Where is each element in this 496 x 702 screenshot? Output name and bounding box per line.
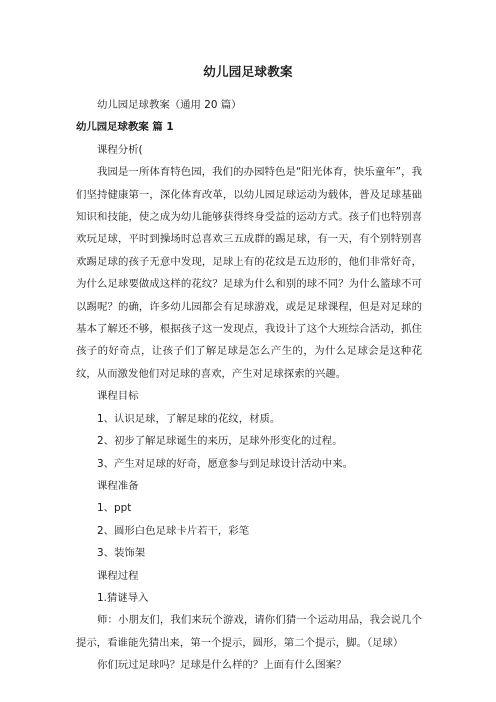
lesson-analysis-paragraph: 我园是一所体育特色园，我们的办园特色是“阳光体育，快乐童年”，我们坚持健康第一，深化体育改革，以幼儿园足球运动为载体，普及足球基础知识和技能，使之成为幼儿能够获得终身受益的运动方式。孩子们也特别喜欢玩足球，平时到操场时总喜欢三五成群的踢足球，有一天，有个别特别喜欢踢足球的孩子无意中发现，足球上有的花纹是五边形的，他们非常好奇，为什么足球要做成这样的花纹？足球为什么和别的球不同？为什么篮球不可以踢呢？的确，许多幼儿园都会有足球游戏，或是足球课程，但是对足球的基本了解还不够，根据孩子这一发现点，我设计了这个大班综合活动，抓住孩子的好奇点，让孩子们了解足球是怎么产生的，为什么足球会是这种花纹，从而激发他们对足球的喜欢，产生对足球探索的兴趣。 — [76, 166, 422, 380]
prep-item: 2、圆形白色足球卡片若干，彩笔 — [97, 524, 250, 537]
process-label: 课程过程 — [97, 569, 139, 582]
prep-label: 课程准备 — [97, 479, 139, 492]
lesson-analysis-label: 课程分析( — [97, 143, 143, 156]
goal-item: 2、初步了解足球诞生的来历，足球外形变化的过程。 — [97, 435, 343, 448]
document-title: 幼儿园足球教案 — [203, 64, 293, 79]
teacher-paragraph: 师：小朋友们，我们来玩个游戏，请你们猜一个运动用品，我会说几个提示，看谁能先猜出来，第一个提示，圆形，第二个提示，脚。（足球） — [76, 614, 422, 649]
section-heading: 幼儿园足球教案 篇 1 — [76, 121, 174, 134]
goal-item: 1、认识足球，了解足球的花纹，材质。 — [97, 412, 281, 425]
document-body — [76, 94, 422, 677]
prep-item: 3、装饰架 — [97, 547, 146, 560]
document-subtitle: 幼儿园足球教案（通用 20 篇） — [97, 99, 242, 111]
goals-label: 课程目标 — [97, 390, 139, 403]
goal-item: 3、产生对足球的好奇，愿意参与到足球设计活动中来。 — [97, 457, 353, 470]
prep-item: 1、ppt — [97, 502, 132, 515]
process-step: 1.猜谜导入 — [97, 591, 149, 604]
question-paragraph: 你们玩过足球吗？足球是什么样的？上面有什么图案？ — [97, 659, 347, 672]
